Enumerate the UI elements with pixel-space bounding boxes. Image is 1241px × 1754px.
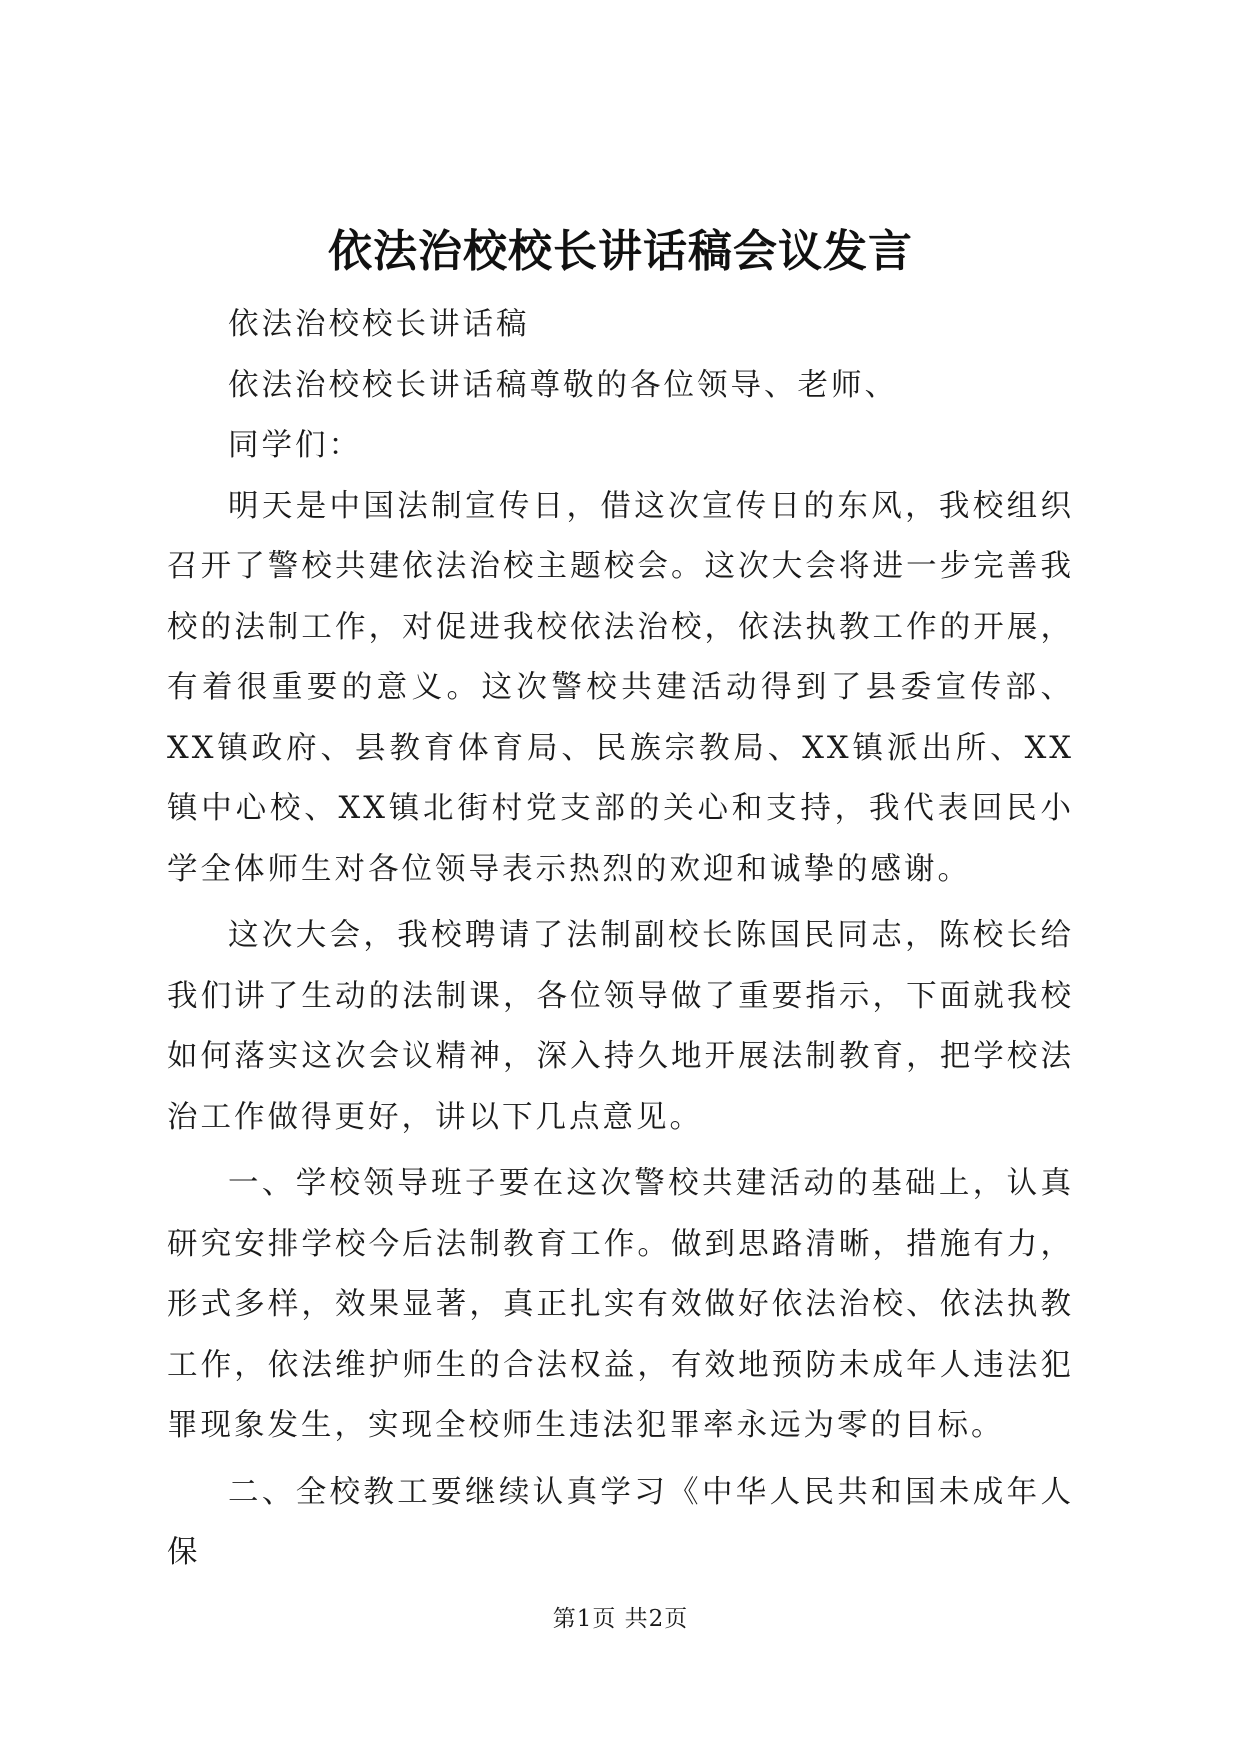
paragraph-2: 这次大会，我校聘请了法制副校长陈国民同志，陈校长给我们讲了生动的法制课，各位领导做了重要指示，下面就我校如何落实这次会议精神，深入持久地开展法制教育，把学校法治工作做得更好，讲以下几点意见。 <box>167 918 1074 1135</box>
paragraph-subtitle: 依法治校校长讲话稿 <box>228 307 530 342</box>
page-number-footer: 第1页 共2页 <box>552 1606 689 1632</box>
document-body <box>167 295 1074 1584</box>
paragraph-4: 二、全校教工要继续认真学习《中华人民共和国未成年人保 <box>167 1474 1074 1570</box>
document-title: 依法治校校长讲话稿会议发言 <box>328 226 913 277</box>
paragraph-salutation-line-1: 依法治校校长讲话稿尊敬的各位领导、老师、 <box>228 367 898 403</box>
paragraph-1: 明天是中国法制宣传日，借这次宣传日的东风，我校组织召开了警校共建依法治校主题校会。这次大会将进一步完善我校的法制工作，对促进我校依法治校，依法执教工作的开展，有着很重要的意义。这次警校共建活动得到了县委宣传部、XX镇政府、县教育体育局、民族宗教局、XX镇派出所、XX镇中心校、XX镇北街村党支部的关心和支持，我代表回民小学全体师生对各位领导表示热烈的欢迎和诚挚的感谢。 <box>167 488 1074 887</box>
paragraph-salutation-line-2: 同学们： <box>228 428 362 463</box>
paragraph-3: 一、学校领导班子要在这次警校共建活动的基础上，认真研究安排学校今后法制教育工作。做到思路清晰，措施有力，形式多样，效果显著，真正扎实有效做好依法治校、依法执教工作，依法维护师生的合法权益，有效地预防未成年人违法犯罪现象发生，实现全校师生违法犯罪率永远为零的目标。 <box>167 1166 1074 1443</box>
